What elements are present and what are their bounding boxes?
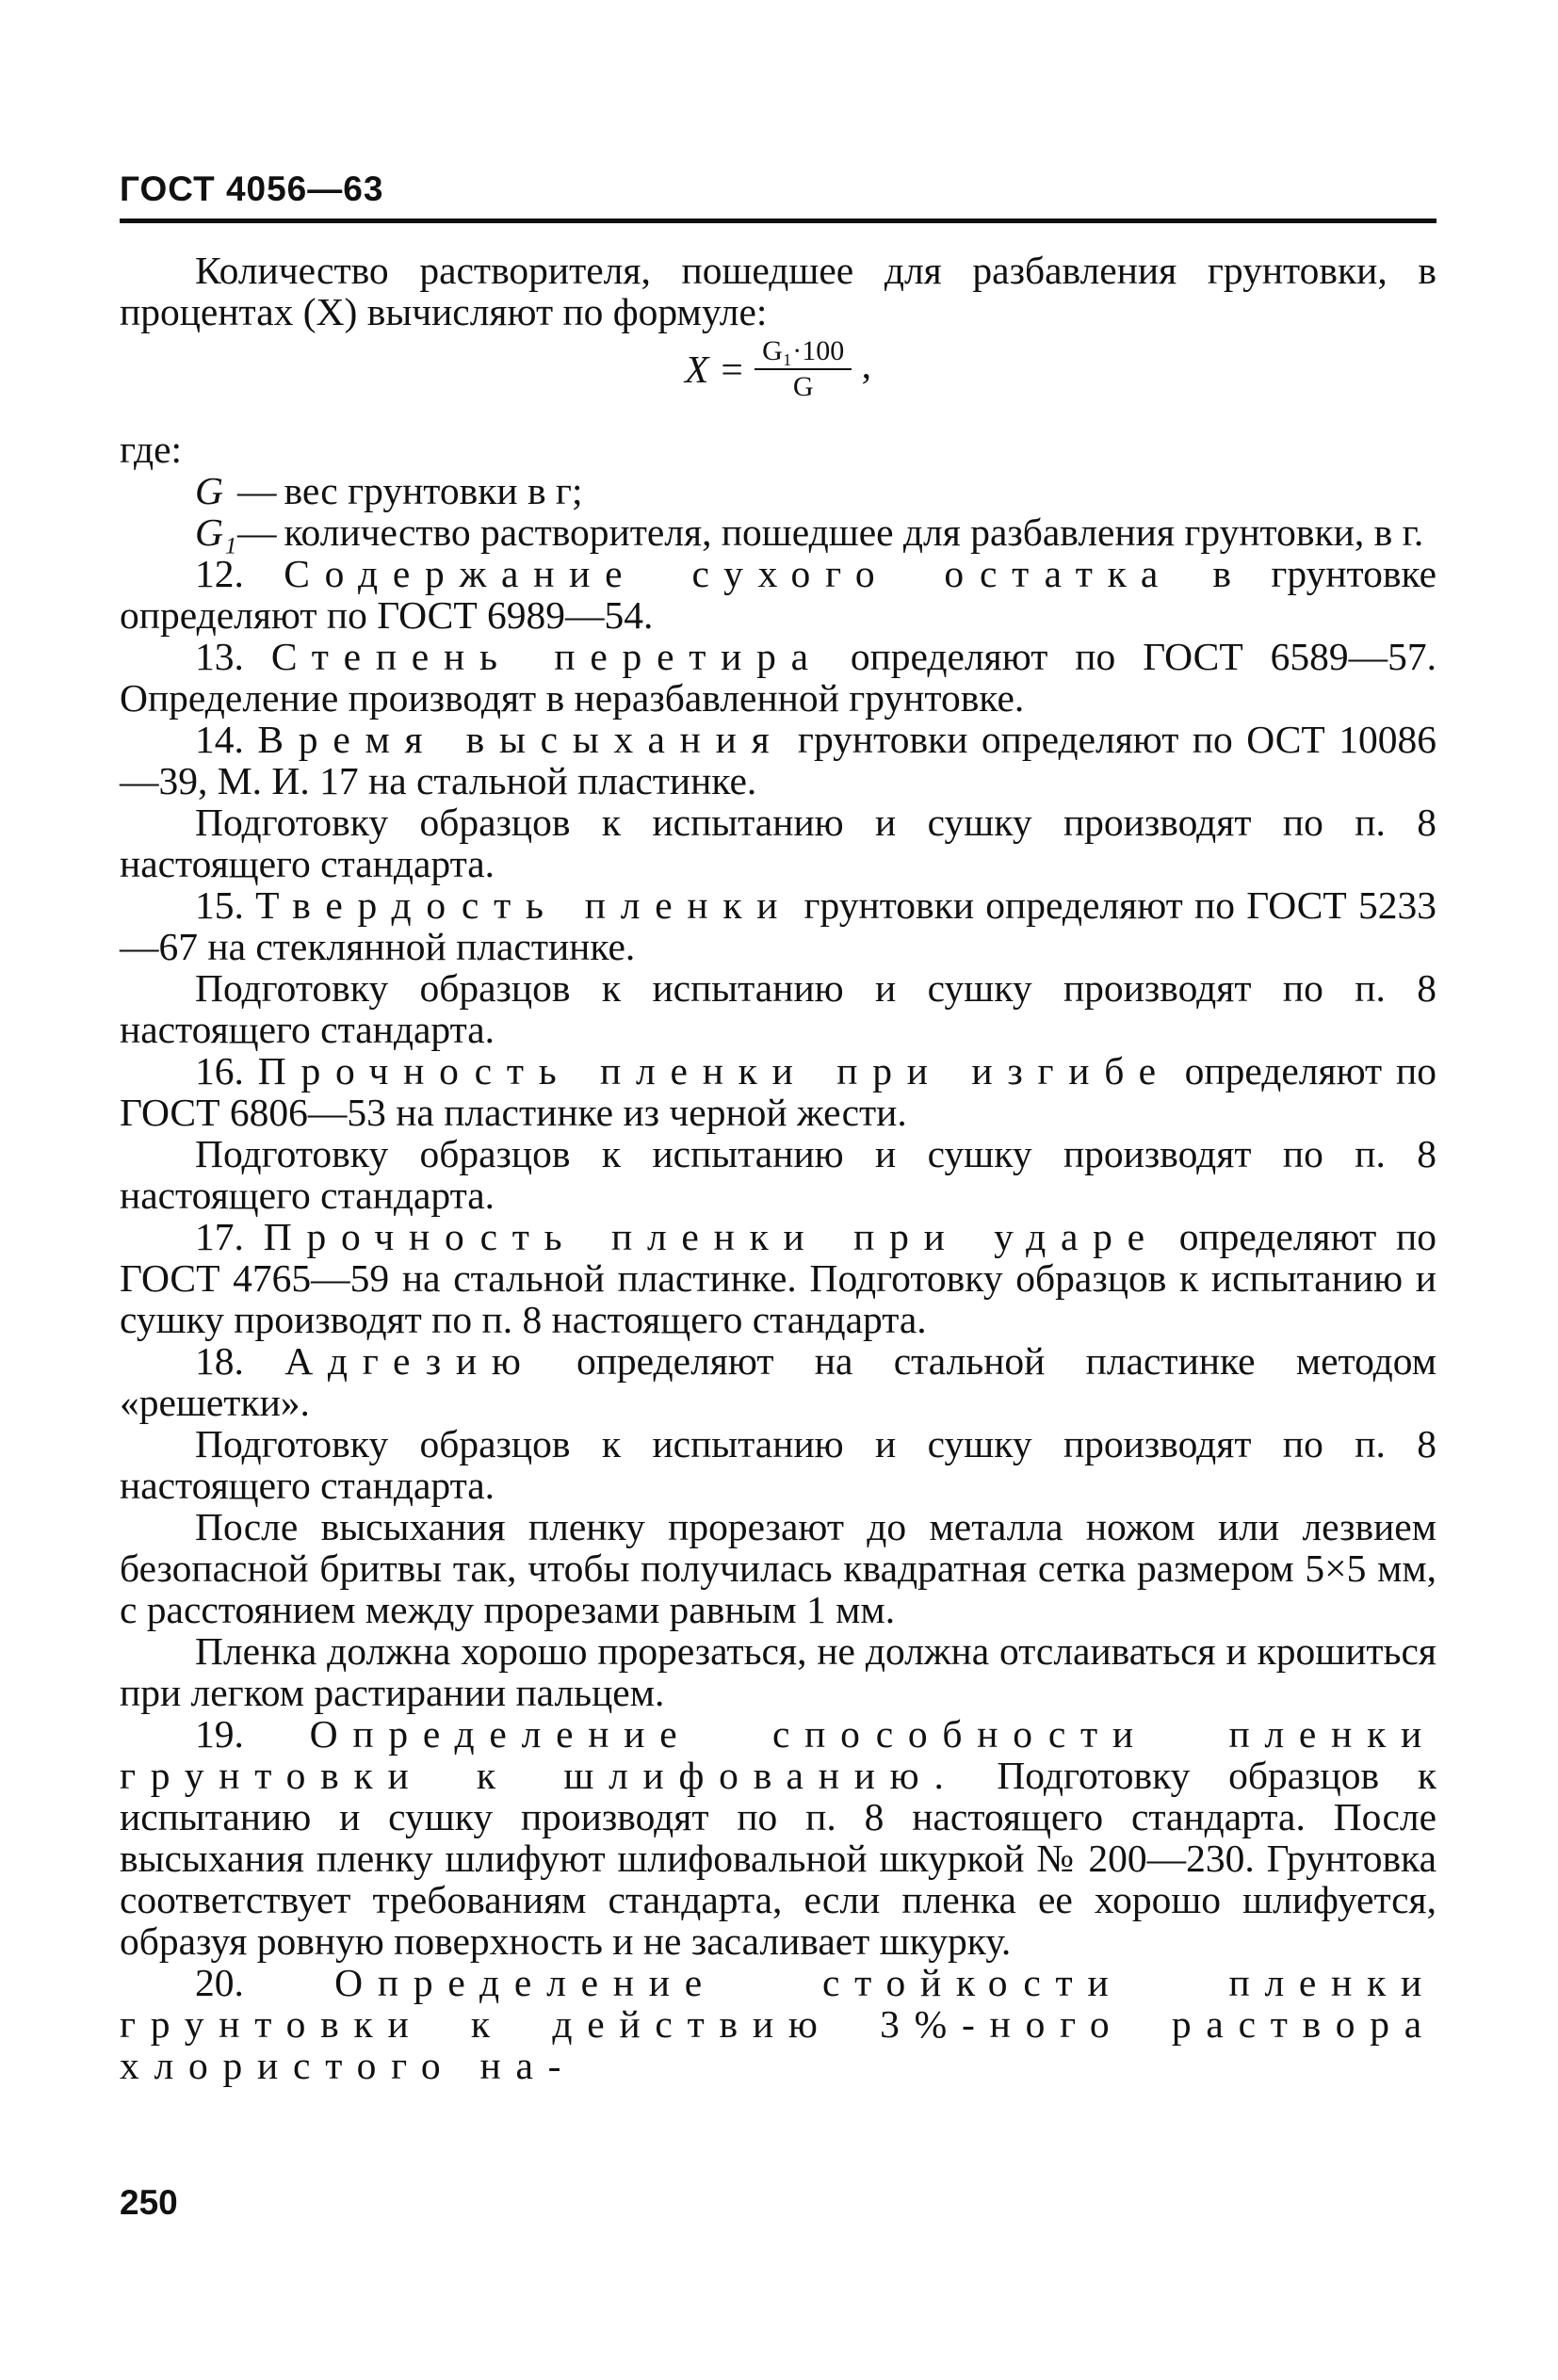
definition-symbol: G₁	[195, 510, 237, 554]
where-label: где:	[120, 428, 183, 471]
clause-text: грунтовки определяют по ГОСТ 5233—67 на стеклянной пластинке.	[120, 883, 1436, 968]
clause-16-preparation: Подготовку образцов к испытанию и сушку производят по п. 8 настоящего стандарта.	[120, 1132, 1436, 1217]
clause-number: 20.	[195, 1961, 244, 2004]
clause-number: 12.	[195, 552, 244, 595]
clause-term: Время высыхания	[257, 718, 785, 761]
clause-14	[120, 719, 1436, 801]
clause-number: 17.	[195, 1215, 244, 1258]
clause-text: определяют на стальной пластинке методом «решетки».	[120, 1339, 1437, 1424]
definition-text: вес грунтовки в г;	[284, 469, 583, 512]
formula-numerator: G₁·100	[755, 334, 852, 370]
clause-text: грунтовки определяют по ОСТ 10086—39, М. И. 17 на стальной пластинке.	[120, 718, 1436, 802]
clause-18-requirement: Пленка должна хорошо прорезаться, не должна отслаиваться и крошиться при легком растирании пальцем.	[120, 1629, 1436, 1714]
clause-term: Адгезию	[284, 1339, 536, 1383]
definitions-list	[120, 470, 1436, 553]
clause-number: 19.	[195, 1712, 244, 1756]
clause-term: Степень перетира	[270, 635, 823, 678]
clause-text: Подготовку образцов к испытанию и сушку производят по п. 8 настоящего стандарта. После высыхания пленку шлифуют шлифовальной шкуркой № 200—230. Грунтовка соответствует требованиям стандарта, если пленка ее хорошо шлифуется, образуя ровную поверхность и не засаливает шкурку.	[120, 1754, 1437, 1963]
clause-15	[120, 884, 1436, 967]
clause-text: определяют по ГОСТ 6806—53 на пластинке из черной жести.	[120, 1049, 1436, 1134]
clause-term: Определение стойкости пленки грунтовки к действию 3%-ного раствора хлористого на-	[120, 1961, 1437, 2087]
formula-denominator: G	[792, 371, 814, 402]
header-rule	[120, 219, 1436, 223]
definition-item	[195, 511, 1436, 553]
clause-number: 18.	[195, 1339, 244, 1383]
clause-term: Прочность пленки при изгибе	[257, 1049, 1171, 1093]
clause-text: определяют по ГОСТ 6589—57. Определение производят в неразбавленной грунтовке.	[120, 635, 1436, 720]
clause-20	[120, 1962, 1436, 2086]
document-header: ГОСТ 4056—63	[120, 170, 384, 208]
clause-number: 16.	[195, 1049, 244, 1093]
page-number: 250	[120, 2183, 178, 2222]
formula-tail: ,	[861, 343, 871, 387]
clause-number: 15.	[195, 883, 244, 927]
document-body	[120, 250, 1436, 2086]
definition-dash: —	[237, 469, 277, 512]
clause-12	[120, 553, 1436, 636]
clause-term: Определение способности пленки грунтовки к шлифованию.	[120, 1712, 1436, 1797]
clause-term: Прочность пленки при ударе	[263, 1215, 1160, 1258]
clause-19	[120, 1713, 1436, 1962]
clause-term: Содержание сухого остатка	[284, 552, 1174, 595]
definition-item	[195, 470, 1436, 511]
clause-number: 14.	[195, 718, 244, 761]
definition-dash: —	[237, 510, 277, 554]
formula-fraction	[755, 334, 852, 404]
clause-text: в грунтовке определяют по ГОСТ 6989—54.	[120, 552, 1437, 637]
clause-15-preparation: Подготовку образцов к испытанию и сушку производят по п. 8 настоящего стандарта.	[120, 966, 1436, 1051]
formula	[120, 334, 1436, 425]
clause-18	[120, 1340, 1436, 1423]
definition-text: количество растворителя, пошедшее для разбавления грунтовки, в г.	[284, 510, 1424, 554]
clause-18-cutting: После высыхания пленку прорезают до металла ножом или лезвием безопасной бритвы так, чтобы получилась квадратная сетка размером 5×5 мм, с расстоянием между прорезами равным 1 мм.	[120, 1505, 1436, 1631]
clause-14-preparation: Подготовку образцов к испытанию и сушку производят по п. 8 настоящего стандарта.	[120, 801, 1436, 885]
clause-18-preparation: Подготовку образцов к испытанию и сушку производят по п. 8 настоящего стандарта.	[120, 1422, 1436, 1507]
formula-lhs: X =	[685, 348, 745, 391]
clause-number: 13.	[195, 635, 244, 678]
clause-13	[120, 636, 1436, 719]
clause-16	[120, 1050, 1436, 1133]
intro-paragraph: Количество растворителя, пошедшее для разбавления грунтовки, в процентах (X) вычисляют по формуле:	[120, 249, 1436, 333]
clause-17	[120, 1216, 1436, 1340]
definition-symbol: G	[195, 469, 223, 512]
clause-term: Твердость пленки	[255, 883, 793, 927]
clause-text: определяют по ГОСТ 4765—59 на стальной пластинке. Подготовку образцов к испытанию и сушку производят по п. 8 настоящего стандарта.	[120, 1215, 1436, 1341]
